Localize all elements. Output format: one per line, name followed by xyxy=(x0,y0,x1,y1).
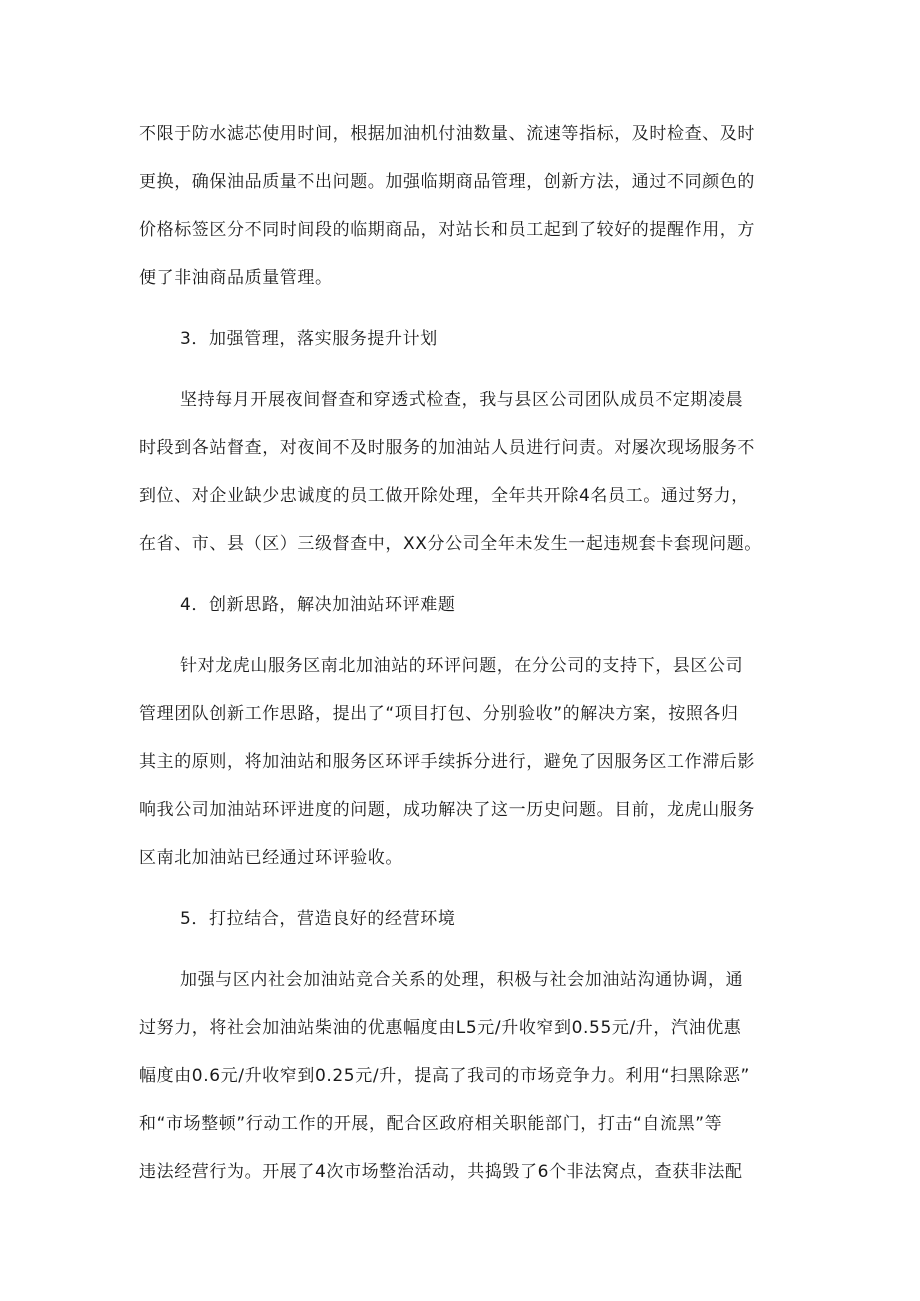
body-line: 到位、对企业缺少忠诚度的员工做开除处理，全年共开除4名员工。通过努力， xyxy=(139,486,749,506)
body-line: 针对龙虎山服务区南北加油站的环评问题，在分公司的支持下，县区公司 xyxy=(180,656,744,676)
body-line: 便了非油商品质量管理。 xyxy=(139,268,333,288)
body-line: 加强与区内社会加油站竞合关系的处理，积极与社会加油站沟通协调，通 xyxy=(180,970,744,990)
body-line: 其主的原则，将加油站和服务区环评手续拆分进行，避免了因服务区工作滞后影 xyxy=(139,752,755,772)
body-line: 不限于防水滤芯使用时间，根据加油机付油数量、流速等指标，及时检查、及时 xyxy=(139,124,755,144)
body-line: 响我公司加油站环评进度的问题，成功解决了这一历史问题。目前，龙虎山服务 xyxy=(139,800,755,820)
body-line: 价格标签区分不同时间段的临期商品，对站长和员工起到了较好的提醒作用，方 xyxy=(139,220,755,240)
body-line: 区南北加油站已经通过环评验收。 xyxy=(139,848,403,868)
section-heading-5: 5．打拉结合，营造良好的经营环境 xyxy=(180,909,456,929)
body-line: 坚持每月开展夜间督查和穿透式检查，我与县区公司团队成员不定期凌晨 xyxy=(180,390,744,410)
body-line: 幅度由0.6元/升收窄到0.25元/升，提高了我司的市场竞争力。利用“扫黑除恶” xyxy=(139,1066,750,1086)
body-line: 和“市场整顿”行动工作的开展，配合区政府相关职能部门，打击“自流黑”等 xyxy=(139,1114,723,1134)
body-line: 在省、市、县（区）三级督查中，XX分公司全年未发生一起违规套卡套现问题。 xyxy=(139,534,762,554)
section-heading-3: 3．加强管理，落实服务提升计划 xyxy=(180,329,438,349)
body-line: 时段到各站督查，对夜间不及时服务的加油站人员进行问责。对屡次现场服务不 xyxy=(139,438,755,458)
body-line: 管理团队创新工作思路，提出了“项目打包、分别验收”的解决方案，按照各归 xyxy=(139,704,739,724)
body-line: 过努力，将社会加油站柴油的优惠幅度由L5元/升收窄到0.55元/升，汽油优惠 xyxy=(139,1018,742,1038)
section-heading-4: 4．创新思路，解决加油站环评难题 xyxy=(180,595,456,615)
body-line: 更换，确保油品质量不出问题。加强临期商品管理，创新方法，通过不同颜色的 xyxy=(139,172,755,192)
body-line: 违法经营行为。开展了4次市场整治活动，共捣毁了6个非法窝点，查获非法配 xyxy=(139,1162,743,1182)
